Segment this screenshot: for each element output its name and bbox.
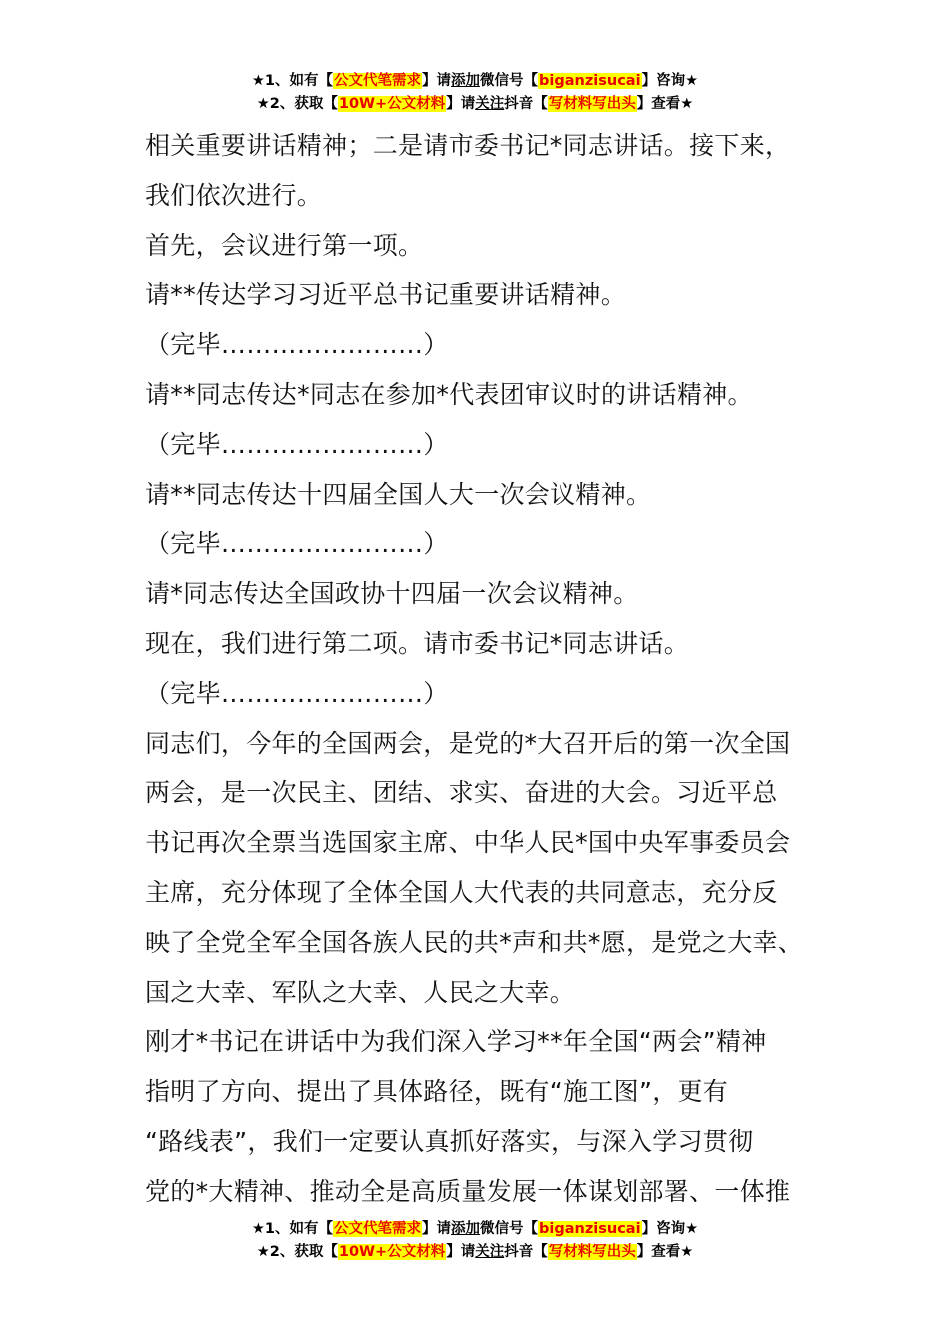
- banner-text: ★1、如有【: [251, 73, 334, 89]
- body-line: （完毕……………………）: [145, 330, 449, 360]
- body-line: 刚才*书记在讲话中为我们深入学习**年全国“两会”精神: [145, 1027, 767, 1057]
- body-line: （完毕……………………）: [145, 529, 449, 559]
- body-line: 现在，我们进行第二项。请市委书记*同志讲话。: [145, 628, 690, 658]
- banner-line-2: [0, 93, 950, 116]
- body-line: 请**传达学习习近平总书记重要讲话精神。: [145, 280, 627, 310]
- banner-text: 抖音【: [504, 96, 548, 112]
- body-line: 相关重要讲话精神；二是请市委书记*同志讲话。接下来，: [145, 131, 791, 160]
- body-line: 首先，会议进行第一项。: [145, 230, 424, 260]
- document-body: [145, 121, 835, 1217]
- body-line: 指明了方向、提出了具体路径，既有“施工图”，更有: [145, 1077, 729, 1107]
- bottom-banner: [0, 1218, 950, 1264]
- body-line: 党的*大精神、推动全是高质量发展一体谋划部署、一体推: [145, 1176, 791, 1206]
- body-line: 请**同志传达十四届全国人大一次会议精神。: [145, 479, 652, 509]
- banner-text: 】请: [422, 1221, 452, 1237]
- banner-highlight: biganzisucai: [539, 1221, 641, 1237]
- banner-underlined-text: 关注: [475, 1244, 505, 1260]
- banner-line-1: [0, 1218, 950, 1241]
- banner-text: 】咨询★: [641, 73, 699, 89]
- body-line: 请**同志传达*同志在参加*代表团审议时的讲话精神。: [145, 379, 753, 409]
- banner-text: 抖音【: [504, 1244, 548, 1260]
- body-line: 我们依次进行。: [145, 180, 323, 210]
- banner-highlight: 写材料写出头: [548, 96, 636, 112]
- banner-highlight: 写材料写出头: [548, 1244, 636, 1260]
- banner-highlight: 10W+公文材料: [338, 96, 446, 112]
- body-line: “路线表”，我们一定要认真抓好落实，与深入学习贯彻: [145, 1126, 754, 1156]
- banner-text: 】咨询★: [641, 1221, 699, 1237]
- banner-highlight: 公文代笔需求: [334, 1221, 422, 1237]
- banner-highlight: 10W+公文材料: [338, 1244, 446, 1260]
- body-line: 映了全党全军全国各族人民的共*声和共*愿，是党之大幸、: [145, 927, 804, 957]
- banner-text: 】请: [422, 73, 452, 89]
- banner-text: 】查看★: [636, 1244, 694, 1260]
- body-line: 请*同志传达全国政协十四届一次会议精神。: [145, 579, 639, 609]
- body-line: 书记再次全票当选国家主席、中华人民*国中央军事委员会: [145, 828, 791, 858]
- banner-text: ★2、获取【: [256, 1244, 338, 1260]
- body-line: 同志们，今年的全国两会，是党的*大召开后的第一次全国: [145, 728, 791, 758]
- banner-highlight: 公文代笔需求: [334, 73, 422, 89]
- body-line: 两会，是一次民主、团结、求实、奋进的大会。习近平总: [145, 778, 778, 808]
- banner-underlined-text: 添加: [451, 73, 481, 89]
- banner-underlined-text: 添加: [451, 1221, 481, 1237]
- banner-line-2: [0, 1241, 950, 1264]
- banner-text: 】查看★: [636, 96, 694, 112]
- body-line: （完毕……………………）: [145, 678, 449, 708]
- banner-text: 】请: [446, 96, 476, 112]
- banner-text: 】请: [446, 1244, 476, 1260]
- banner-text: ★2、获取【: [256, 96, 338, 112]
- banner-line-1: [0, 70, 950, 93]
- banner-highlight: biganzisucai: [539, 73, 641, 89]
- top-banner: [0, 70, 950, 116]
- banner-text: 微信号【: [480, 1221, 539, 1237]
- banner-text: ★1、如有【: [251, 1221, 334, 1237]
- body-line: （完毕……………………）: [145, 429, 449, 459]
- banner-text: 微信号【: [480, 73, 539, 89]
- banner-underlined-text: 关注: [475, 96, 505, 112]
- body-line: 主席，充分体现了全体全国人大代表的共同意志，充分反: [145, 877, 778, 907]
- body-line: 国之大幸、军队之大幸、人民之大幸。: [145, 977, 576, 1007]
